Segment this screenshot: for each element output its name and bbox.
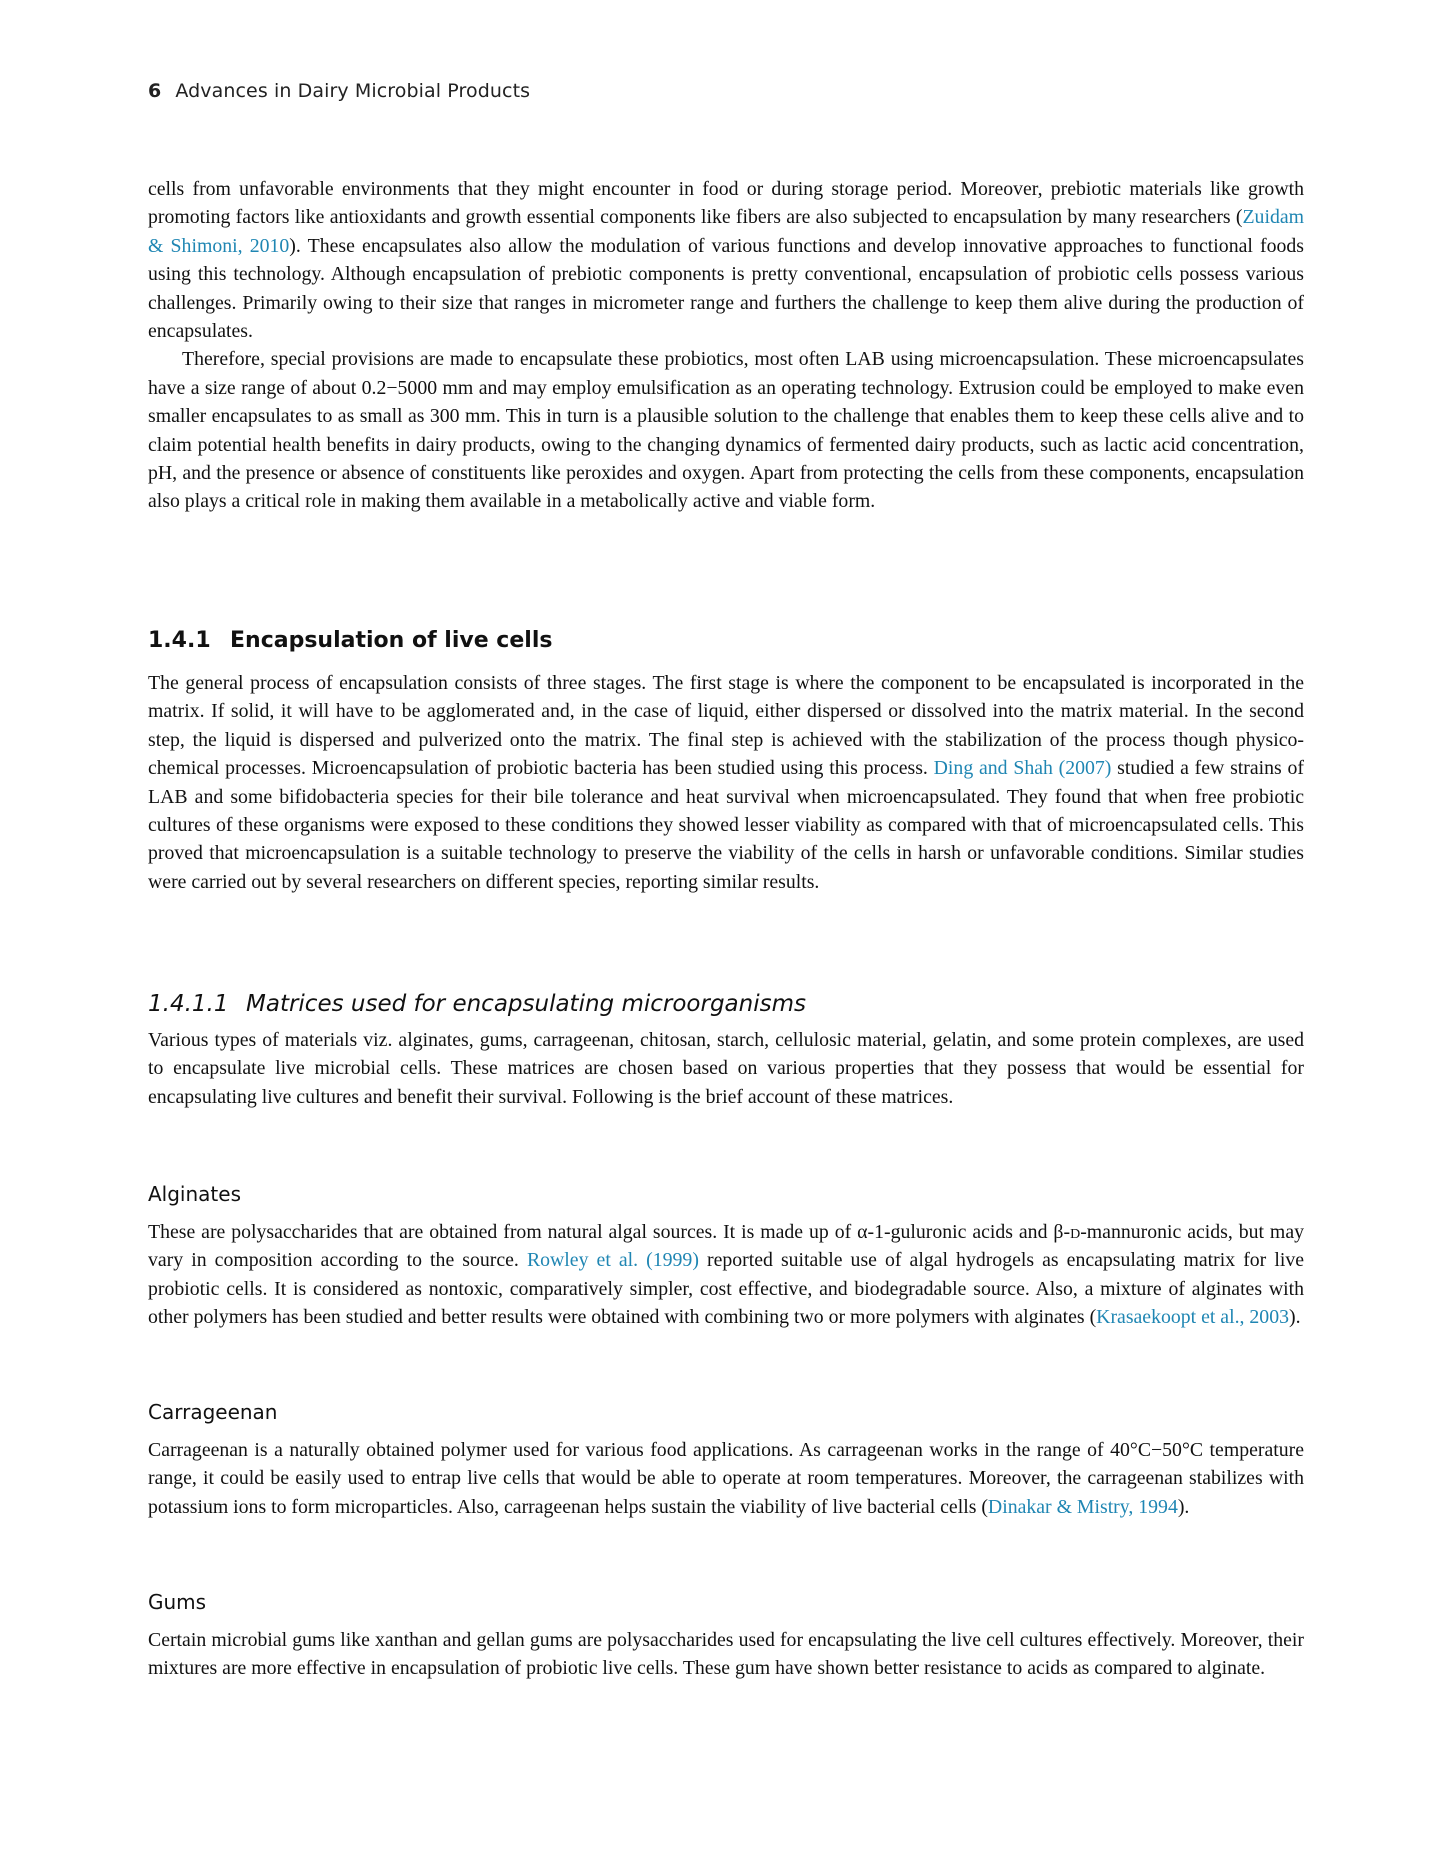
citation-link-zuidam[interactable]: Zuidam & Shimoni, 2010 (148, 206, 1304, 257)
paragraph-carrageenan (148, 1436, 1304, 1521)
paragraph-3-text-b: studied a few strains of LAB and some bifidobacteria species for their bile tolerance and heat survival when microencapsulated. They found that when free probiotic cultures of these organisms were exposed to these conditions they showed lesser viability as compared with that of microencapsulated cells. This proved that microencapsulation is a suitable technology to preserve the viability of the cells in harsh or unfavorable conditions. Similar studies were carried out by several researchers on different species, reporting similar results. (148, 757, 1304, 893)
section-number: 1.4.1 (148, 628, 211, 653)
carrageenan-text (148, 1436, 1304, 1521)
paragraph-1-text-b: ). These encapsulates also allow the modulation of various functions and develop innovative approaches to functional foods using this technology. Although encapsulation of prebiotic components is pretty conventional, encapsulation of probiotic cells possess various challenges. Primarily owing to their size that ranges in micrometer range and furthers the challenge to keep them alive during the production of encapsulates. (148, 234, 1304, 343)
carrageenan-text-b: ). (1177, 1495, 1190, 1518)
citation-link-rowley[interactable]: Rowley et al. (1999) (526, 1249, 699, 1272)
page-number: 6 (148, 80, 162, 102)
subsection-heading-1-4-1-1 (148, 991, 806, 1017)
alginates-small-caps-d: d (1070, 1221, 1081, 1243)
citation-link-krasaekoopt[interactable]: Krasaekoopt et al., 2003 (1096, 1306, 1289, 1329)
alginates-text-c: reported suitable use of algal hydrogels as encapsulating matrix for live probiotic cells. It is considered as nontoxic, comparatively simpler, cost effective, and biodegradable source. Also, a mixture of alginates with other polymers has been studied and better results were obtained with combining two or more polymers with alginates ( (148, 1249, 1305, 1329)
alginates-text-a: These are polysaccharides that are obtained from natural algal sources. It is made up of α-1-guluronic acids and β- (148, 1221, 1071, 1243)
paragraph-1 (148, 175, 1304, 345)
paragraph-3-text-a: The general process of encapsulation consists of three stages. The first stage is where the component to be encapsulated is incorporated in the matrix. If solid, it will have to be agglomerated and, in the case of liquid, either dispersed or dissolved into the matrix material. In the second step, the liquid is dispersed and pulverized onto the matrix. The final step is achieved with the stabilization of the process though physico-chemical processes. Microencapsulation of probiotic bacteria has been studied using this process. (148, 672, 1304, 780)
section-title: Encapsulation of live cells (230, 628, 553, 653)
section-1-4-1-text (148, 669, 1304, 896)
book-title: Advances in Dairy Microbial Products (175, 80, 531, 102)
paragraph-alginates (148, 1218, 1304, 1332)
paragraph-2: Therefore, special provisions are made to encapsulate these probiotics, most often LAB using microencapsulation. These microencapsulates have a size range of about 0.2−5000 mm and may employ emulsification as an operating technology. Extrusion could be employed to make even smaller encapsulates to as small as 300 mm. This in turn is a plausible solution to the challenge that enables them to keep these cells alive and to claim potential health benefits in dairy products, owing to the changing dynamics of fermented dairy products, such as lactic acid concentration, pH, and the presence or absence of constituents like peroxides and oxygen. Apart from protecting the cells from these components, encapsulation also plays a critical role in making them available in a metabolically active and viable form. (148, 348, 1304, 513)
subsection-number: 1.4.1.1 (148, 991, 229, 1017)
paragraph-gums: Certain microbial gums like xanthan and gellan gums are polysaccharides used for encapsulating the live cell cultures effectively. Moreover, their mixtures are more effective in encapsulation of probiotic live cells. These gum have shown better resistance to acids as compared to alginate. (148, 1629, 1304, 1680)
running-header (148, 80, 530, 102)
section-1-4-1-1-text (148, 1026, 1304, 1111)
intro-text (148, 175, 1304, 516)
heading-carrageenan: Carrageenan (148, 1400, 278, 1424)
paragraph-3 (148, 669, 1304, 896)
section-heading-1-4-1 (148, 628, 552, 653)
subsection-title: Matrices used for encapsulating microorganisms (246, 991, 806, 1017)
paragraph-1-text-a: cells from unfavorable environments that they might encounter in food or during storage period. Moreover, prebiotic materials like growth promoting factors like antioxidants and growth essential components like fibers are also subjected to encapsulation by many researchers ( (148, 178, 1304, 229)
citation-link-ding-shah[interactable]: Ding and Shah (2007) (933, 757, 1112, 780)
heading-alginates: Alginates (148, 1182, 241, 1206)
alginates-text (148, 1218, 1304, 1332)
heading-gums: Gums (148, 1590, 207, 1614)
gums-text (148, 1626, 1304, 1683)
alginates-text-b: -mannuronic acids, but may vary in composition according to the source. (148, 1221, 1304, 1272)
alginates-text-e: ). (1288, 1306, 1301, 1329)
citation-link-dinakar[interactable]: Dinakar & Mistry, 1994 (987, 1495, 1178, 1518)
carrageenan-text-a: Carrageenan is a naturally obtained polymer used for various food applications. As carrageenan works in the range of 40°C−50°C temperature range, it could be easily used to entrap live cells that would be able to operate at room temperatures. Moreover, the carrageenan stabilizes with potassium ions to form microparticles. Also, carrageenan helps sustain the viability of live bacterial cells ( (148, 1439, 1304, 1518)
paragraph-4: Various types of materials viz. alginates, gums, carrageenan, chitosan, starch, cellulosic material, gelatin, and some protein complexes, are used to encapsulate live microbial cells. These matrices are chosen based on various properties that they possess that would be essential for encapsulating live cultures and benefit their survival. Following is the brief account of these matrices. (148, 1029, 1304, 1108)
